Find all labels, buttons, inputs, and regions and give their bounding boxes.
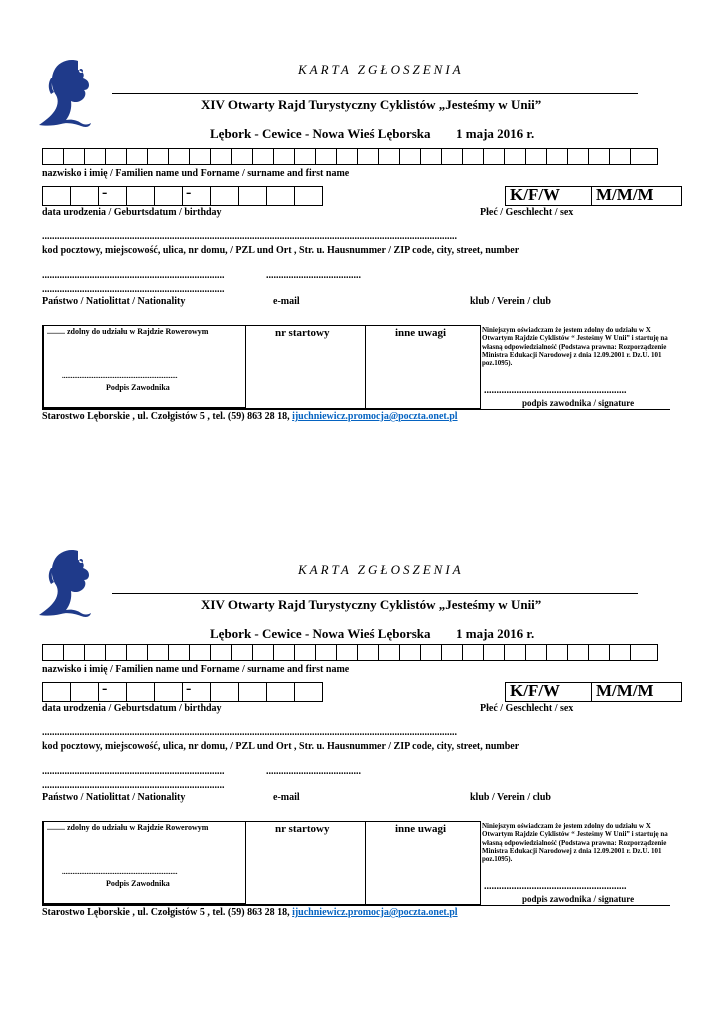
footer-address: Starostwo Lęborskie , ul. Czołgistów 5 , tel. (59) 863 28 18, (42, 411, 293, 422)
sex-age-boxes[interactable] (505, 682, 681, 702)
footer-divider (42, 905, 670, 906)
birthdate-label: data urodzenia / Geburtsdatum / birthday (42, 703, 222, 714)
club-label: klub / Verein / club (470, 296, 551, 307)
rider-signature-dots[interactable]: .................................................................. (62, 372, 178, 380)
club-label: klub / Verein / club (470, 792, 551, 803)
birthdate-input-cells[interactable]: - - (42, 186, 322, 206)
lion-logo-icon (34, 548, 96, 620)
event-route: Lębork - Cewice - Nowa Wieś Lęborska (210, 626, 431, 641)
dots-country[interactable]: ......................................................................... (42, 780, 225, 791)
footer-email-link[interactable]: ijuchniewicz.promocja@poczta.onet.pl (292, 907, 458, 918)
notes-label: inne uwagi (395, 823, 447, 835)
dots-left[interactable]: ......................................................................... (42, 270, 225, 281)
notes-label: inne uwagi (395, 327, 447, 339)
email-label: e-mail (273, 296, 300, 307)
event-route: Lębork - Cewice - Nowa Wieś Lęborska (210, 126, 431, 141)
signature-line[interactable]: ......................................................... (484, 385, 627, 396)
address-label: kod pocztowy, miejscowość, ulica, nr domu, / PZL und Ort , Str. u. Hausnummer / ZIP code, city, street, number (42, 741, 520, 752)
signature-line[interactable]: ......................................................... (484, 881, 627, 892)
start-number-label: nr startowy (275, 823, 330, 835)
sex-label: Płeć / Geschlecht / sex (480, 207, 574, 218)
signature-label: podpis zawodnika / signature (522, 894, 635, 904)
age-group-box[interactable]: M/M/M (591, 682, 682, 702)
sex-box[interactable]: K/F/W (505, 682, 592, 702)
sex-age-boxes[interactable] (505, 186, 681, 206)
sex-label: Płeć / Geschlecht / sex (480, 703, 574, 714)
form-title: KARTA ZGŁOSZENIA (298, 562, 464, 577)
signature-label: podpis zawodnika / signature (522, 398, 635, 408)
country-label: Państwo / Natiolittat / Nationality (42, 296, 186, 307)
rider-signature-label: Podpis Zawodnika (106, 879, 170, 888)
country-label: Państwo / Natiolittat / Nationality (42, 792, 186, 803)
title-divider (112, 93, 638, 94)
registration-form-1 (0, 0, 725, 420)
rider-signature-label: Podpis Zawodnika (106, 383, 170, 392)
title-divider (112, 593, 638, 594)
dots-middle[interactable]: ...................................... (266, 270, 361, 281)
name-label: nazwisko i imię / Familien name und Forname / surname and first name (42, 168, 350, 179)
declaration-text: Niniejszym oświadczam że jestem zdolny do udziału w X Otwartym Rajdzie Cyklistów “ Jesteśmy W Unii” i startuję na własną odpowiedzialność (Podstawa prawna: Rozporządzenie Ministra Edukacji Narodowej z dnia 12.09.2001 r. Dz.U. 101 poz.1095). (482, 822, 668, 864)
fitness-box (42, 821, 246, 905)
age-group-box[interactable]: M/M/M (591, 186, 682, 206)
birthdate-input-cells[interactable]: - - (42, 682, 322, 702)
lion-logo-icon (34, 58, 96, 130)
form-title: KARTA ZGŁOSZENIA (298, 62, 464, 77)
sex-box[interactable]: K/F/W (505, 186, 592, 206)
address-dots[interactable]: ...................................................................................................................................................................... (42, 231, 457, 242)
dots-left[interactable]: ......................................................................... (42, 766, 225, 777)
name-label: nazwisko i imię / Familien name und Forname / surname and first name (42, 664, 350, 675)
declaration-text: Niniejszym oświadczam że jestem zdolny do udziału w X Otwartym Rajdzie Cyklistów “ Jesteśmy W Unii” i startuję na własną odpowiedzialność (Podstawa prawna: Rozporządzenie Ministra Edukacji Narodowej z dnia 12.09.2001 r. Dz.U. 101 poz.1095). (482, 326, 668, 368)
name-input-cells[interactable] (42, 644, 657, 661)
fitness-box (42, 325, 246, 409)
footer-address: Starostwo Lęborskie , ul. Czołgistów 5 , tel. (59) 863 28 18, (42, 907, 293, 918)
event-date: 1 maja 2016 r. (456, 126, 535, 141)
dots-middle[interactable]: ...................................... (266, 766, 361, 777)
start-number-label: nr startowy (275, 327, 330, 339)
footer-email-link[interactable]: ijuchniewicz.promocja@poczta.onet.pl (292, 411, 458, 422)
footer (42, 907, 458, 918)
fitness-text: ......... zdolny do udziału w Rajdzie Rowerowym (47, 327, 209, 336)
rider-signature-dots[interactable]: .................................................................. (62, 868, 178, 876)
registration-form-2 (0, 496, 725, 916)
footer (42, 411, 458, 422)
footer-divider (42, 409, 670, 410)
dots-country[interactable]: ......................................................................... (42, 284, 225, 295)
address-label: kod pocztowy, miejscowość, ulica, nr domu, / PZL und Ort , Str. u. Hausnummer / ZIP code, city, street, number (42, 245, 520, 256)
event-name: XIV Otwarty Rajd Turystyczny Cyklistów „Jesteśmy w Unii” (201, 597, 542, 612)
address-dots[interactable]: ...................................................................................................................................................................... (42, 727, 457, 738)
email-label: e-mail (273, 792, 300, 803)
birthdate-label: data urodzenia / Geburtsdatum / birthday (42, 207, 222, 218)
name-input-cells[interactable] (42, 148, 657, 165)
event-date: 1 maja 2016 r. (456, 626, 535, 641)
event-name: XIV Otwarty Rajd Turystyczny Cyklistów „Jesteśmy w Unii” (201, 97, 542, 112)
fitness-text: ......... zdolny do udziału w Rajdzie Rowerowym (47, 823, 209, 832)
